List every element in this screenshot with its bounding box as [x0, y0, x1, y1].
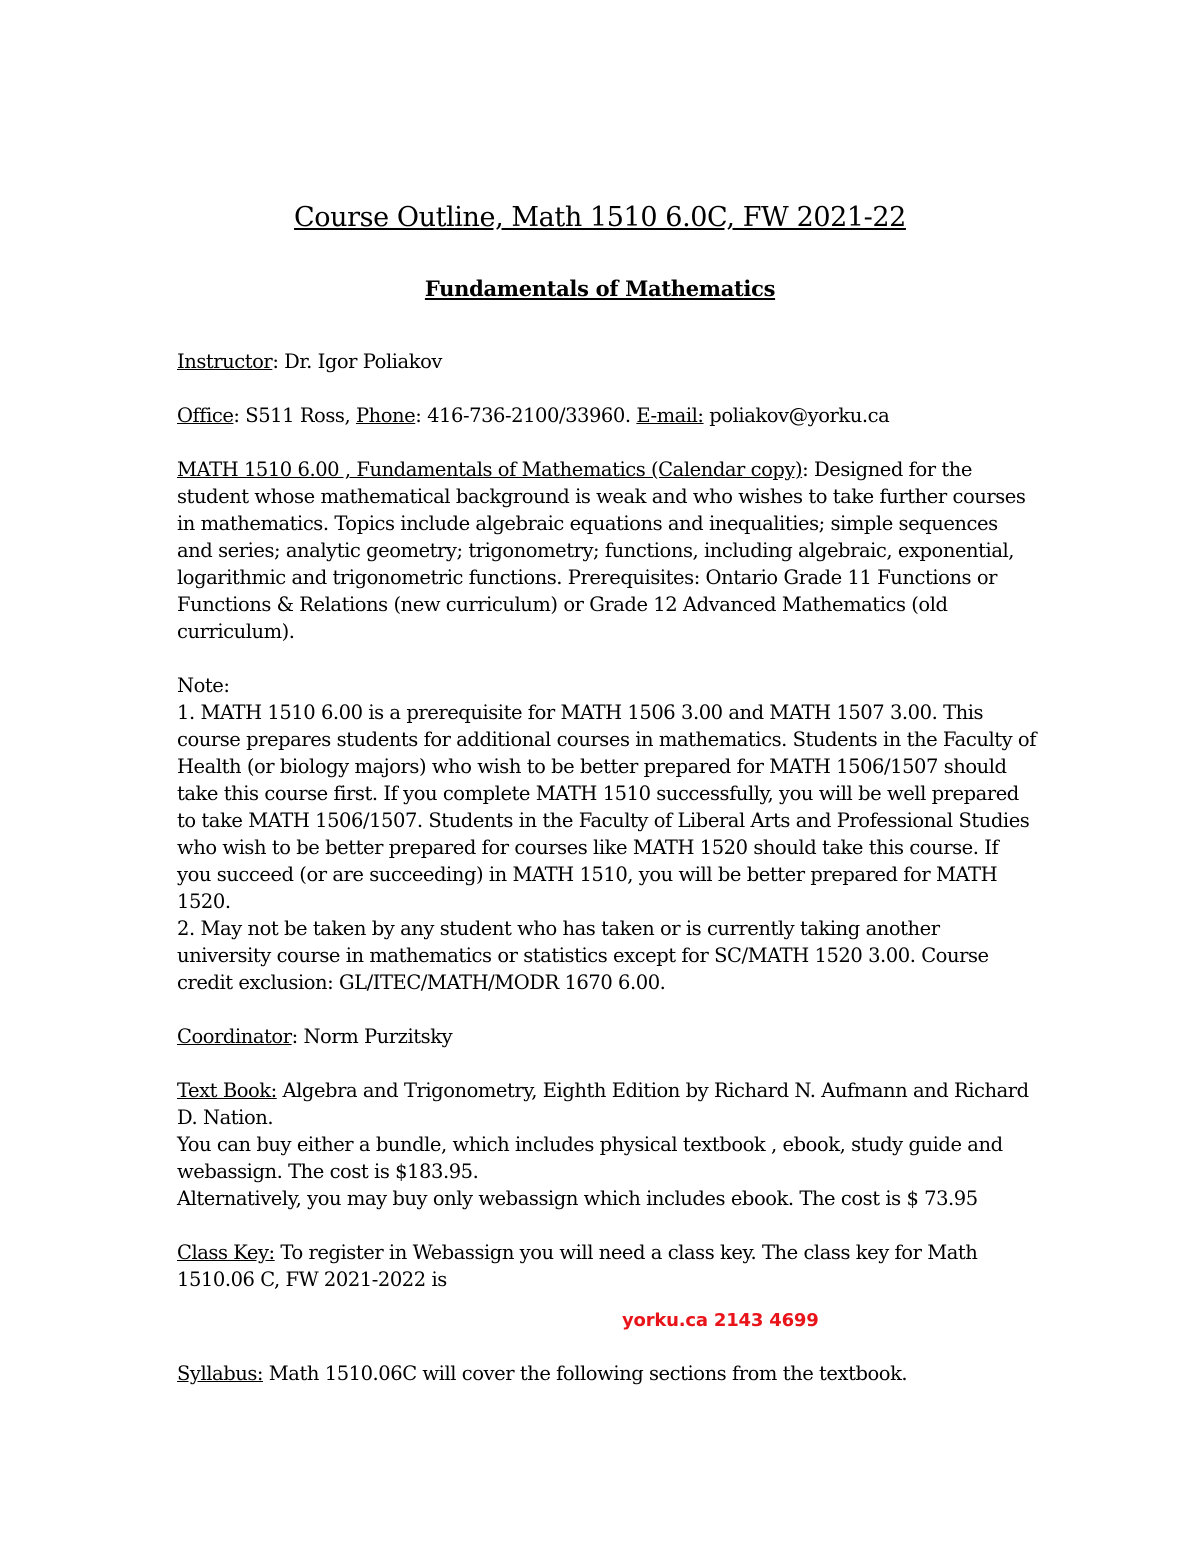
- instructor-label: Instructor: [177, 350, 273, 373]
- office-paragraph: [177, 402, 1037, 429]
- office-value: : S511 Ross,: [233, 404, 356, 427]
- textbook-label: Text Book:: [177, 1079, 277, 1102]
- calendar-text: : Designed for the student whose mathematical background is weak and who wishes to take further courses in mathematics. Topics include algebraic equations and inequalities; simple sequences and series; analytic geometry; trigonometry; functions, including algebraic, exponential, logarithmic and trigonometric functions. Prerequisites: Ontario Grade 11 Functions or Functions & Relations (new curriculum) or Grade 12 Advanced Mathematics (old curriculum).: [177, 458, 1026, 643]
- textbook-alternative: Alternatively, you may buy only webassign which includes ebook. The cost is $ 73.95: [177, 1187, 978, 1210]
- class-key-text: To register in Webassign you will need a class key. The class key for Math 1510.06 C, FW 2021-2022 is: [177, 1241, 978, 1291]
- syllabus-paragraph: [177, 1360, 1037, 1387]
- calendar-label: MATH 1510 6.00 , Fundamentals of Mathematics (Calendar copy): [177, 458, 803, 481]
- email-value: poliakov@yorku.ca: [703, 404, 890, 427]
- note-paragraph: [177, 672, 1037, 996]
- document-body: [177, 348, 1037, 1320]
- class-key-label: Class Key:: [177, 1241, 275, 1264]
- email-label: E-mail:: [636, 404, 704, 427]
- page-title: Course Outline, Math 1510 6.0C, FW 2021-22: [294, 202, 906, 233]
- class-key-paragraph: [177, 1239, 1037, 1293]
- note-label: Note:: [177, 674, 230, 697]
- textbook-paragraph: [177, 1077, 1037, 1212]
- note-item-2: 2. May not be taken by any student who has taken or is currently taking another university course in mathematics or statistics except for SC/MATH 1520 3.00. Course credit exclusion: GL/ITEC/MATH/MODR 1670 6.00.: [177, 917, 989, 994]
- phone-value: : 416-736-2100/33960.: [415, 404, 637, 427]
- coordinator-value: : Norm Purzitsky: [291, 1025, 453, 1048]
- textbook-value: Algebra and Trigonometry, Eighth Edition by Richard N. Aufmann and Richard D. Nation.: [177, 1079, 1029, 1129]
- instructor-value: : Dr. Igor Poliakov: [272, 350, 442, 373]
- instructor-paragraph: [177, 348, 1037, 375]
- office-label: Office: [177, 404, 234, 427]
- phone-label: Phone: [355, 404, 416, 427]
- calendar-paragraph: [177, 456, 1037, 645]
- class-key-value: yorku.ca 2143 4699: [622, 1310, 819, 1331]
- page-subtitle: Fundamentals of Mathematics: [424, 276, 776, 301]
- syllabus-text: Math 1510.06C will cover the following sections from the textbook.: [263, 1362, 908, 1385]
- coordinator-paragraph: [177, 1023, 1037, 1050]
- note-item-1: 1. MATH 1510 6.00 is a prerequisite for MATH 1506 3.00 and MATH 1507 3.00. This course prepares students for additional courses in mathematics. Students in the Faculty of Health (or biology majors) who wish to be better prepared for MATH 1506/1507 should take this course first. If you complete MATH 1510 successfully, you will be well prepared to take MATH 1506/1507. Students in the Faculty of Liberal Arts and Professional Studies who wish to be better prepared for courses like MATH 1520 should take this course. If you succeed (or are succeeding) in MATH 1510, you will be better prepared for MATH 1520.: [177, 701, 1036, 913]
- syllabus-label: Syllabus:: [177, 1362, 264, 1385]
- textbook-bundle: You can buy either a bundle, which includes physical textbook , ebook, study guide and webassign. The cost is $183.95.: [177, 1133, 1003, 1183]
- coordinator-label: Coordinator: [177, 1025, 292, 1048]
